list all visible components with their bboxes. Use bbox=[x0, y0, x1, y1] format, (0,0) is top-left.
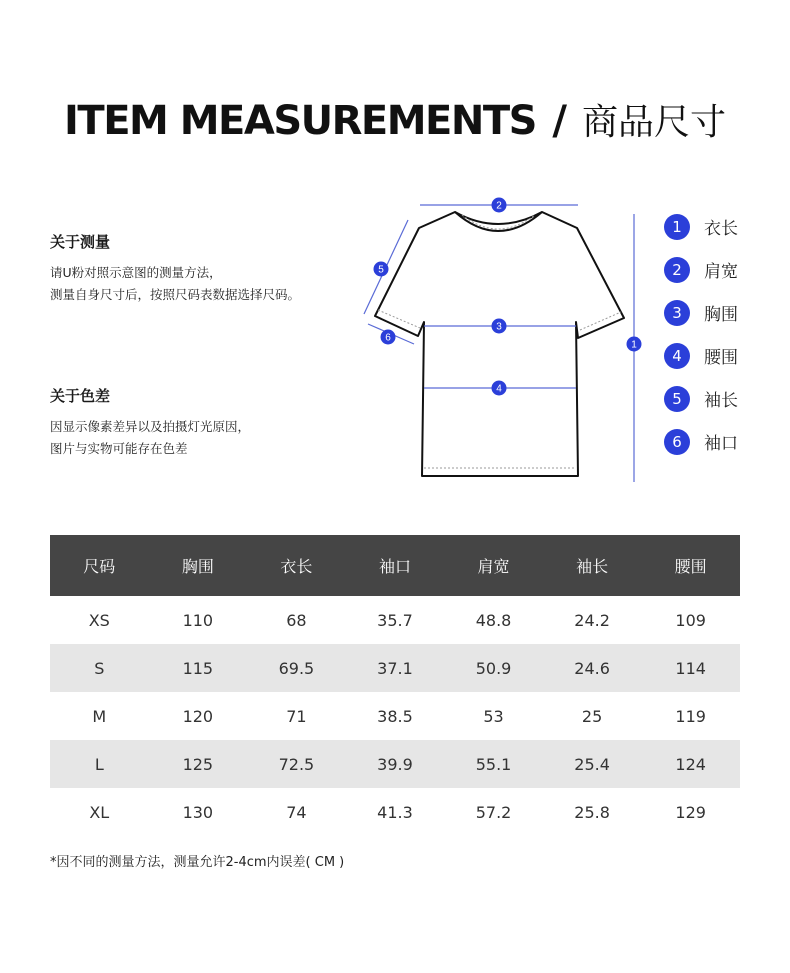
measurement-legend bbox=[664, 205, 774, 463]
table-cell: 114 bbox=[641, 644, 740, 692]
table-cell: 72.5 bbox=[247, 740, 346, 788]
table-cell: L bbox=[50, 740, 149, 788]
table-cell: 57.2 bbox=[475, 802, 512, 822]
marker-2 bbox=[492, 198, 507, 213]
table-cell: 68 bbox=[286, 610, 307, 630]
table-cell: 74 bbox=[286, 802, 307, 822]
table-cell: 120 bbox=[182, 706, 214, 726]
table-cell: 48.8 bbox=[475, 610, 512, 630]
legend-badge-4: 4 bbox=[664, 343, 690, 369]
title-separator: / bbox=[552, 98, 566, 144]
column-header-cuff: 袖口 bbox=[346, 535, 445, 596]
column-header-length: 衣长 bbox=[247, 535, 346, 596]
marker-3-label: 3 bbox=[496, 321, 502, 333]
marker-1-label: 1 bbox=[631, 339, 637, 351]
measurement-note-line-2: 测量自身尺寸后，按照尺码表数据选择尺码。 bbox=[50, 287, 301, 302]
marker-6 bbox=[381, 330, 396, 345]
legend-badge-5: 5 bbox=[664, 386, 690, 412]
table-cell: 24.6 bbox=[543, 644, 642, 692]
table-cell: 69.5 bbox=[247, 644, 346, 692]
tshirt-measurement-diagram bbox=[355, 190, 655, 490]
table-cell: 25.8 bbox=[574, 802, 610, 822]
measurement-tolerance-footnote: *因不同的测量方法，测量允许2-4cm内误差( CM ) bbox=[50, 855, 345, 870]
table-cell: 124 bbox=[641, 740, 740, 788]
measurement-note bbox=[50, 231, 360, 306]
table-cell: 129 bbox=[675, 802, 706, 822]
table-cell: 130 bbox=[182, 802, 214, 822]
table-cell: 71 bbox=[286, 706, 307, 726]
measurement-note-title: 关于测量 bbox=[50, 233, 111, 251]
table-cell: 41.3 bbox=[377, 802, 413, 822]
marker-4 bbox=[492, 381, 507, 396]
marker-5-label: 5 bbox=[378, 264, 384, 276]
measurement-note-line-1: 请U粉对照示意图的测量方法， bbox=[50, 265, 222, 280]
color-note bbox=[50, 385, 360, 460]
table-row bbox=[50, 644, 740, 692]
table-row bbox=[50, 788, 740, 836]
legend-item-waist bbox=[664, 334, 774, 377]
table-cell: XL bbox=[89, 802, 110, 822]
table-cell: 37.1 bbox=[346, 644, 445, 692]
page-title bbox=[0, 94, 790, 145]
table-cell: XS bbox=[88, 610, 110, 630]
table-cell: 39.9 bbox=[346, 740, 445, 788]
table-cell: 50.9 bbox=[444, 644, 543, 692]
table-cell: 35.7 bbox=[377, 610, 413, 630]
size-chart-table bbox=[50, 535, 740, 836]
legend-badge-2: 2 bbox=[664, 257, 690, 283]
legend-label-cuff: 袖口 bbox=[704, 434, 738, 454]
legend-item-shoulder bbox=[664, 248, 774, 291]
legend-item-length bbox=[664, 205, 774, 248]
table-cell: M bbox=[92, 706, 107, 726]
column-header-shoulder: 肩宽 bbox=[444, 535, 543, 596]
legend-label-shoulder: 肩宽 bbox=[704, 262, 738, 282]
table-cell: 115 bbox=[149, 644, 248, 692]
column-header-sleeve: 袖长 bbox=[543, 535, 642, 596]
tshirt-outline bbox=[375, 212, 624, 476]
table-cell: 53 bbox=[483, 706, 504, 726]
legend-label-waist: 腰围 bbox=[704, 348, 738, 368]
legend-badge-1: 1 bbox=[664, 214, 690, 240]
marker-1 bbox=[627, 337, 642, 352]
marker-2-label: 2 bbox=[496, 200, 502, 212]
legend-badge-3: 3 bbox=[664, 300, 690, 326]
legend-item-cuff bbox=[664, 420, 774, 463]
title-chinese: 商品尺寸 bbox=[581, 102, 726, 143]
color-note-title: 关于色差 bbox=[50, 387, 111, 405]
color-note-line-2: 图片与实物可能存在色差 bbox=[50, 441, 188, 456]
table-cell: 109 bbox=[675, 610, 706, 630]
table-cell: 55.1 bbox=[444, 740, 543, 788]
marker-6-label: 6 bbox=[385, 332, 391, 344]
table-cell: 125 bbox=[149, 740, 248, 788]
table-cell: 24.2 bbox=[574, 610, 610, 630]
table-cell: 38.5 bbox=[377, 706, 413, 726]
column-header-waist: 腰围 bbox=[641, 535, 740, 596]
legend-badge-6: 6 bbox=[664, 429, 690, 455]
table-cell: 110 bbox=[182, 610, 214, 630]
table-row bbox=[50, 740, 740, 788]
marker-5 bbox=[374, 262, 389, 277]
table-cell: 119 bbox=[675, 706, 706, 726]
table-cell: 25 bbox=[581, 706, 603, 726]
marker-4-label: 4 bbox=[496, 383, 502, 395]
table-row bbox=[50, 596, 740, 644]
column-header-size: 尺码 bbox=[50, 535, 149, 596]
title-english: ITEM MEASUREMENTS bbox=[64, 98, 536, 144]
column-header-chest: 胸围 bbox=[149, 535, 248, 596]
legend-label-sleeve: 袖长 bbox=[704, 391, 738, 411]
marker-3 bbox=[492, 319, 507, 334]
legend-label-chest: 胸围 bbox=[704, 305, 738, 325]
table-header-row bbox=[50, 535, 740, 596]
color-note-line-1: 因显示像素差异以及拍摄灯光原因， bbox=[50, 419, 251, 434]
table-row bbox=[50, 692, 740, 740]
table-cell: 25.4 bbox=[543, 740, 642, 788]
legend-item-chest bbox=[664, 291, 774, 334]
table-cell: S bbox=[50, 644, 149, 692]
legend-item-sleeve bbox=[664, 377, 774, 420]
legend-label-length: 衣长 bbox=[704, 219, 738, 239]
